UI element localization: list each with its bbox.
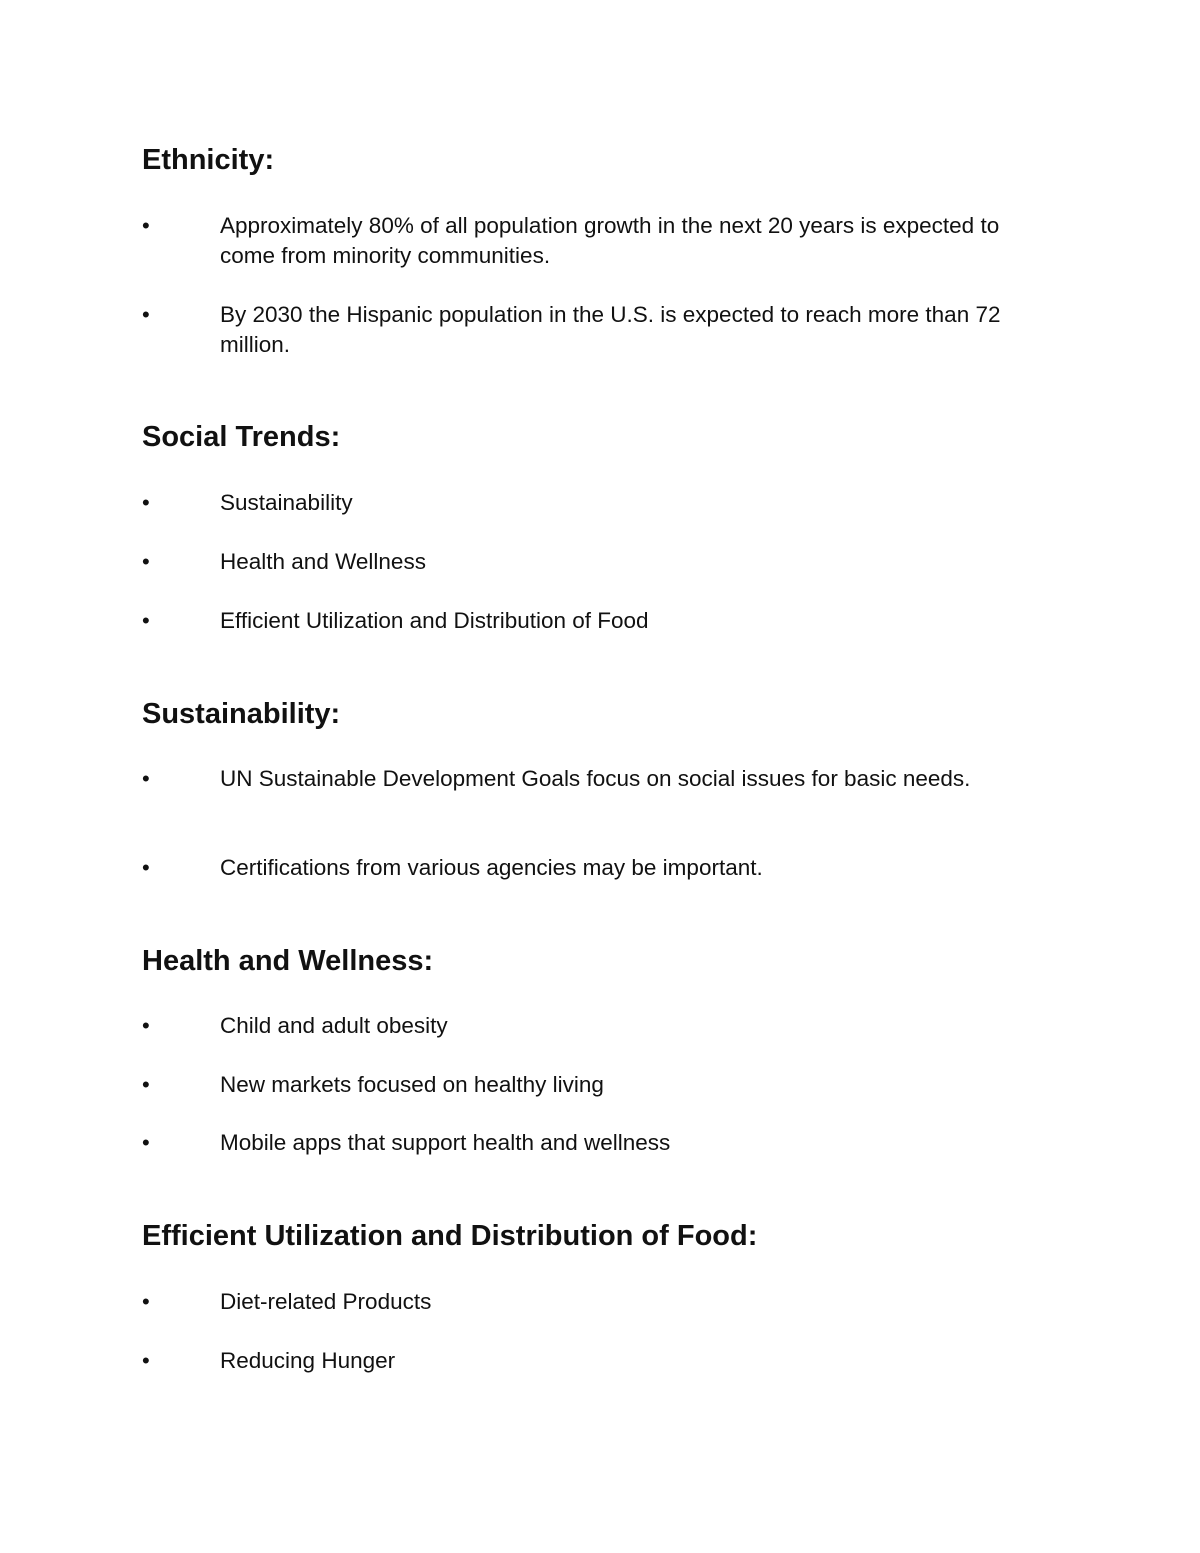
bullet-icon: • bbox=[142, 302, 150, 327]
list-item-text: Child and adult obesity bbox=[220, 1013, 448, 1038]
section-heading-health-and-wellness: Health and Wellness: bbox=[142, 945, 434, 977]
bullet-icon: • bbox=[142, 1348, 150, 1373]
bullet-icon: • bbox=[142, 766, 150, 791]
list-item-text: By 2030 the Hispanic population in the U.S. is expected to reach more than 72 million. bbox=[220, 302, 1001, 357]
list-item-text: Mobile apps that support health and wellness bbox=[220, 1130, 671, 1155]
list-item-text: Approximately 80% of all population growth in the next 20 years is expected to come from minority communities. bbox=[220, 213, 1000, 268]
list-item-text: Health and Wellness bbox=[220, 549, 426, 574]
bullet-icon: • bbox=[142, 1289, 150, 1314]
bullet-icon: • bbox=[142, 608, 150, 633]
section-heading-social-trends: Social Trends: bbox=[142, 421, 341, 453]
bullet-icon: • bbox=[142, 1013, 150, 1038]
section-heading-ethnicity: Ethnicity: bbox=[142, 144, 275, 176]
list-item-text: Reducing Hunger bbox=[220, 1348, 396, 1373]
bullet-icon: • bbox=[142, 549, 150, 574]
bullet-icon: • bbox=[142, 1130, 150, 1155]
bullet-icon: • bbox=[142, 490, 150, 515]
bullet-icon: • bbox=[142, 213, 150, 238]
bullet-icon: • bbox=[142, 855, 150, 880]
list-item-text: Diet-related Products bbox=[220, 1289, 432, 1314]
list-item-text: New markets focused on healthy living bbox=[220, 1072, 604, 1097]
list-item-text: UN Sustainable Development Goals focus on social issues for basic needs. bbox=[220, 766, 971, 791]
list-item-text: Sustainability bbox=[220, 490, 353, 515]
section-heading-sustainability: Sustainability: bbox=[142, 698, 341, 730]
bullet-icon: • bbox=[142, 1072, 150, 1097]
section-heading-efficient-utilization: Efficient Utilization and Distribution of Food: bbox=[142, 1220, 758, 1252]
list-item-text: Efficient Utilization and Distribution of Food bbox=[220, 608, 649, 633]
list-item-text: Certifications from various agencies may be important. bbox=[220, 855, 763, 880]
